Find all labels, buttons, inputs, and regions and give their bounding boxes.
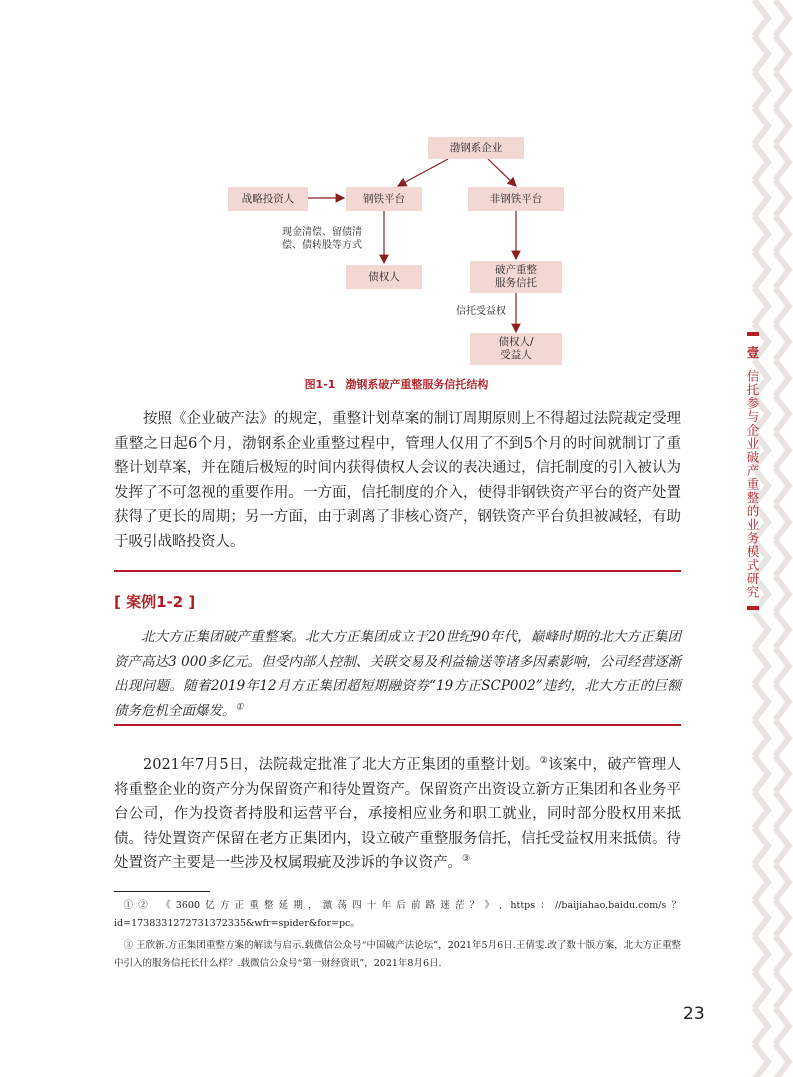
node-bankruptcy-trust: 破产重整 服务信托 [470,261,562,293]
body-paragraph-1: 按照《企业破产法》的规定，重整计划草案的制订周期原则上不得超过法院裁定受理重整之日起6个月，渤钢系企业重整过程中，管理人仅用了不到5个月的时间就制订了重整计划草案，并在随后极短的时间内获得债权人会议的表决通过，信托制度的引入被认为发挥了不可忽视的重要作用。一方面，信托制度的介入，使得非钢铁资产平台的资产处置获得了更长的周期；另一方面，由于剥离了非核心资产，钢铁资产平台负担被减轻，有助于吸引战略投资人。 [114,411,681,550]
trust-structure-diagram [0,0,793,400]
figure-title: 渤钢系破产重整服务信托结构 [345,378,489,391]
page-number: 23 [683,1004,705,1024]
figure-caption [0,376,793,392]
node-steel-platform: 钢铁平台 [346,187,422,211]
side-tab-bottom-bracket [747,606,759,610]
chapter-title: 信托参与企业破产重整的业务模式研究 [745,369,760,599]
node-non-steel-platform: 非钢铁平台 [468,187,564,211]
node-creditor: 债权人 [346,265,422,289]
footnote-ref-1[interactable]: ① [235,702,244,712]
footnote-1-2: ①② 《3600亿方正重整延期，激荡四十年后前路迷茫？》, https：//baijiahao.baidu.com/s？id=1738331272731372335&wfr=spider&for=pc。 [114,900,681,929]
footnotes [114,897,681,977]
footnote-separator [114,891,210,892]
case-body: 北大方正集团破产重整案。北大方正集团成立于20世纪90年代，巅峰时期的北大方正集团资产高达3 000多亿元。但受内部人控制、关联交易及利益输送等诸多因素影响，公司经营逐渐出现问题。随着2019年12月方正集团超短期融资券“19方正SCP002”违约，北大方正的巨额债务危机全面爆发。① [114,629,681,719]
case-bottom-rule [114,724,681,726]
case-title: [ 案例1-2 ] [114,593,196,611]
case-top-rule [114,570,681,572]
beneficial-right-label: 信托受益权 [456,306,506,317]
repayment-method-label: 现金清偿、留债清 偿、债转股等方式 [282,227,362,251]
chapter-number: 壹 [745,346,760,360]
footnote-3: ③ 王欣新.方正集团重整方案的解读与启示.载微信公众号“中国破产法论坛”，2021年5月6日.王倩雯.改了数十版方案，北大方正重整中引入的服务信托长什么样？.载微信公众号“第一财经资讯”，2021年8月6日. [114,940,681,969]
footnote-ref-3[interactable]: ③ [462,854,471,865]
node-creditor-beneficiary: 债权人/ 受益人 [470,333,562,365]
footnote-ref-2[interactable]: ② [539,756,549,767]
node-strategic-investor: 战略投资人 [228,187,308,211]
node-bohai-enterprise: 渤钢系企业 [428,137,524,159]
figure-number: 图1-1 [304,378,336,391]
body-paragraph-2: 2021年7月5日，法院裁定批准了北大方正集团的重整计划。②该案中，破产管理人将重整企业的资产分为保留资产和待处置资产。保留资产出资设立新方正集团和各业务平台公司，作为投资者持股和运营平台，承接相应业务和职工就业，同时部分股权用来抵债。待处置资产保留在老方正集团内，设立破产重整服务信托，信托受益权用来抵债。待处置资产主要是一些涉及权属瑕疵及涉诉的争议资产。③ [114,756,681,871]
arrow-to-steel-platform [398,159,448,186]
arrow-to-non-steel-platform [488,159,516,186]
